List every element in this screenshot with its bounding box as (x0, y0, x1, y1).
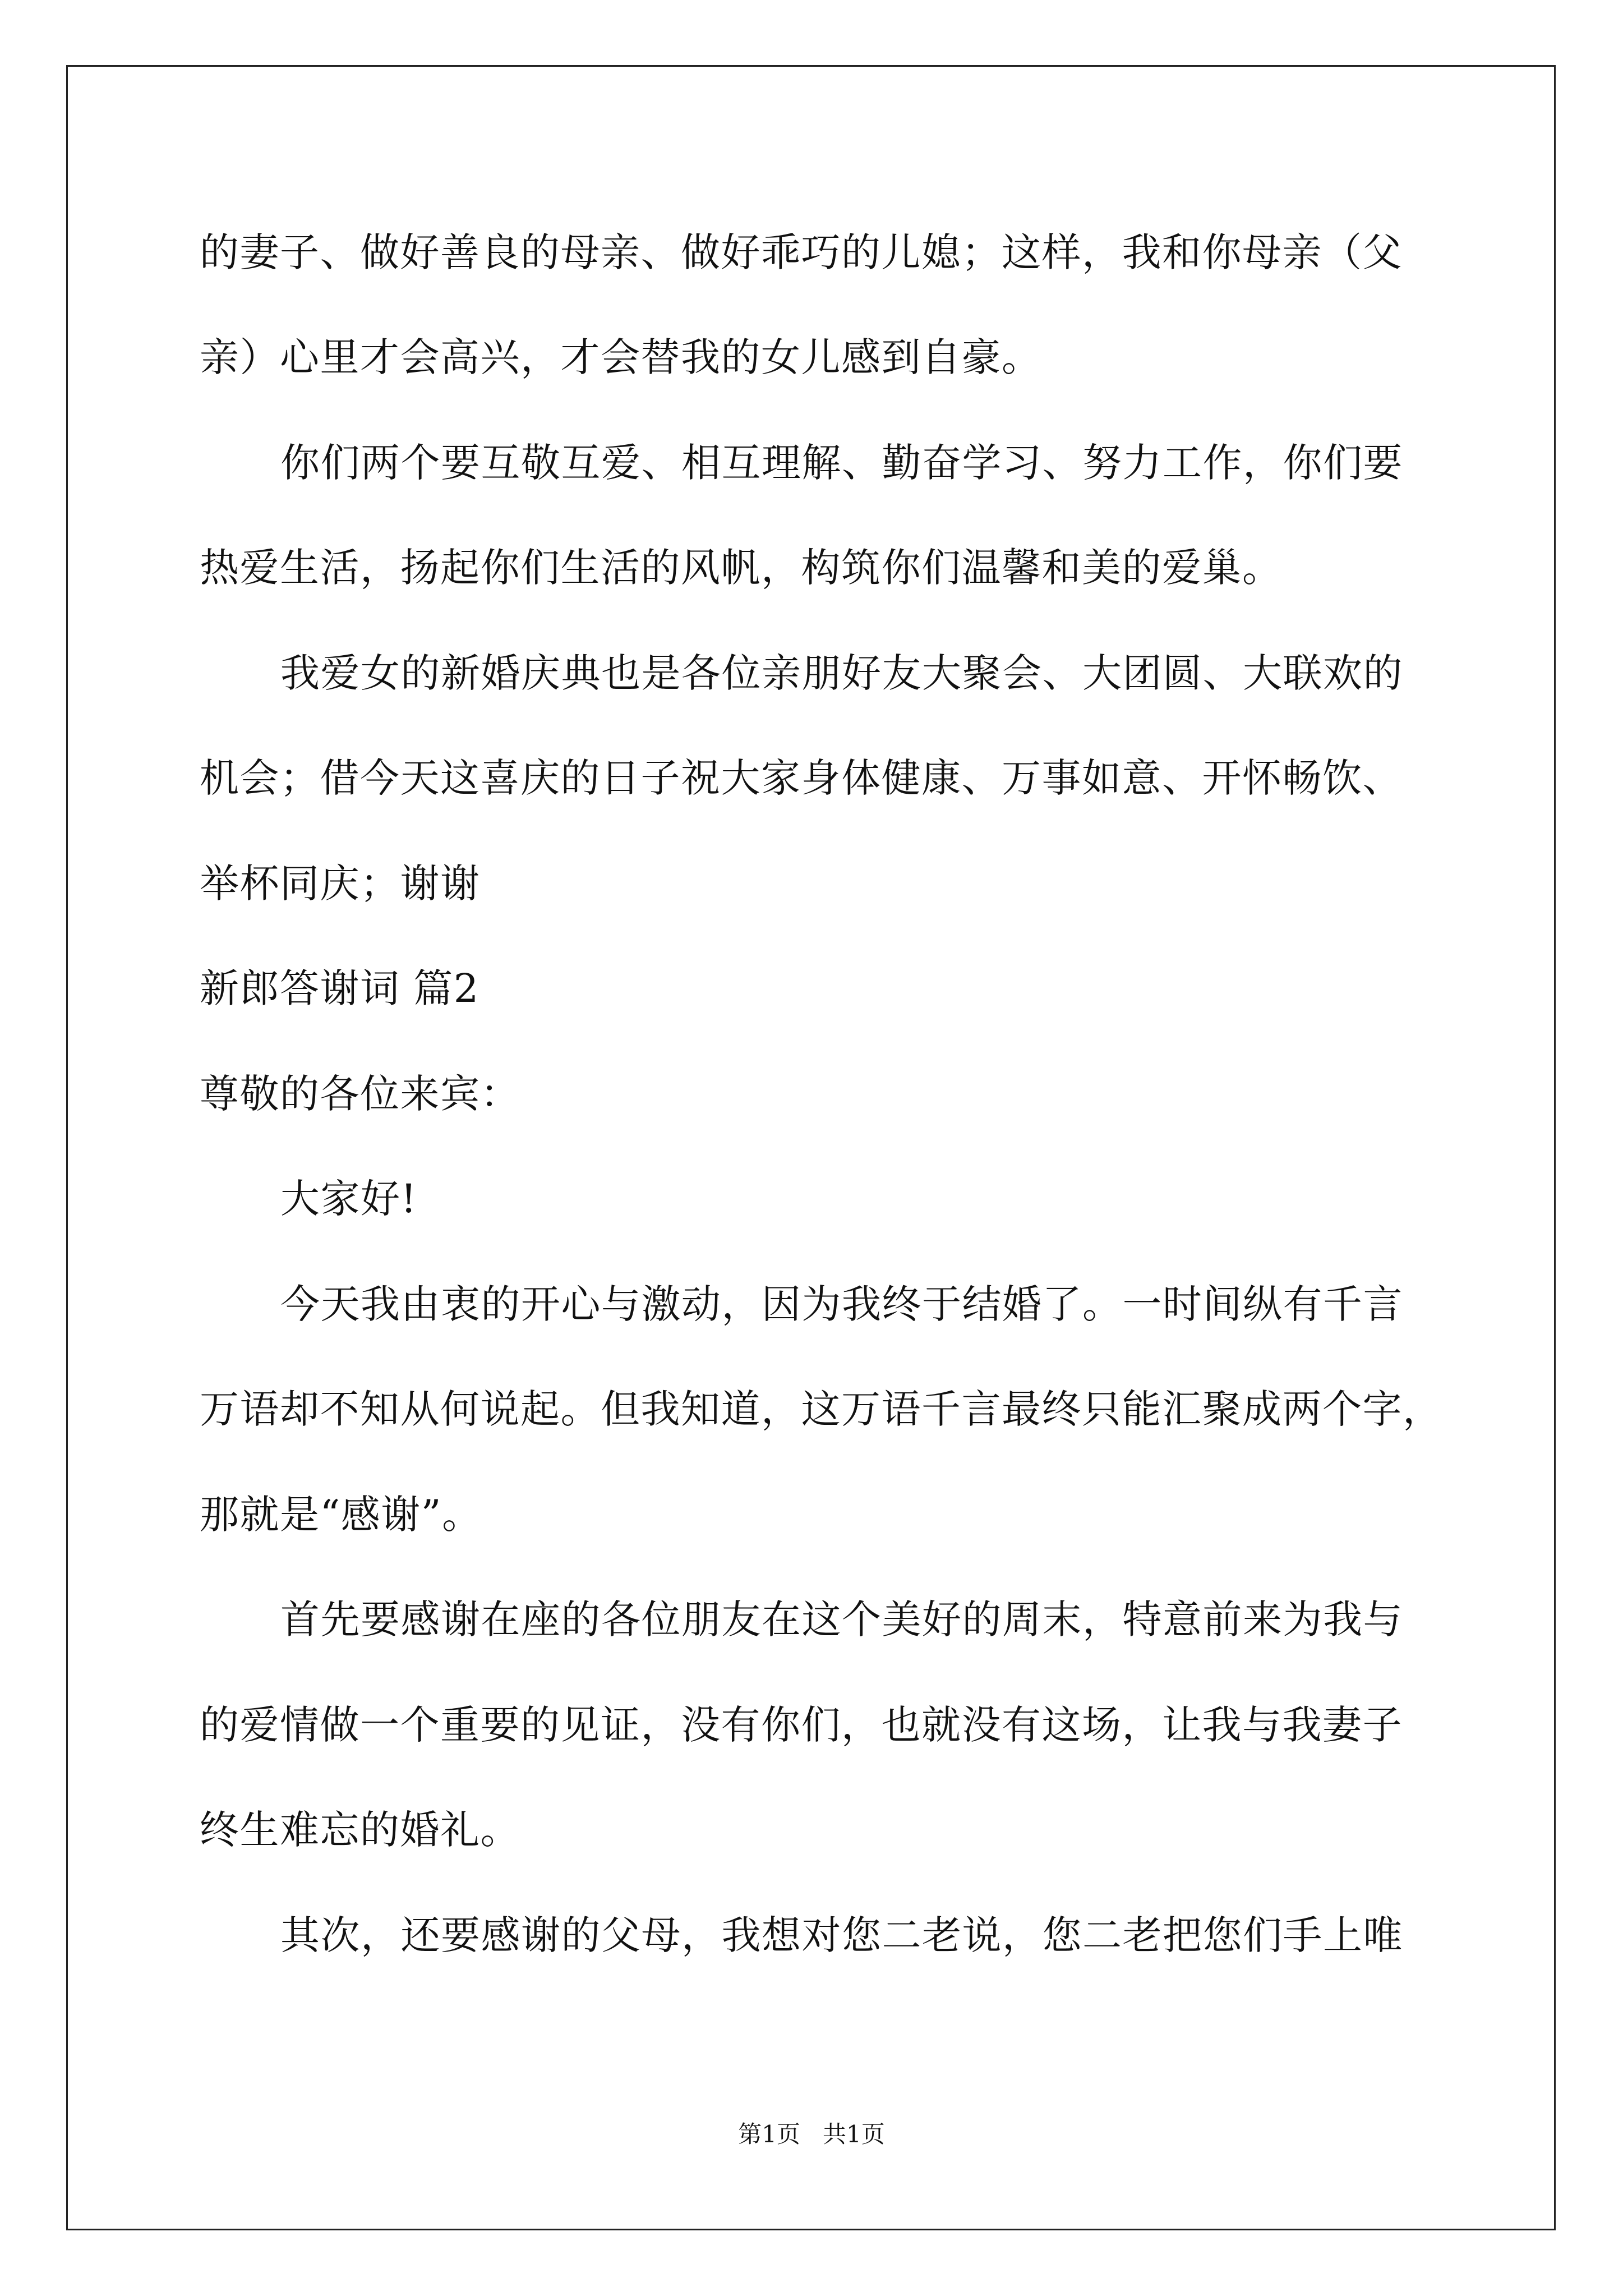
greeting: 大家好! (280, 1176, 418, 1222)
text-line-1: 的妻子、做好善良的母亲、做好乖巧的儿媳；这样，我和你母亲（父 (200, 229, 1403, 275)
text-line-13: 那就是“感谢”。 (200, 1492, 482, 1538)
text-line-7: 举杯同庆；谢谢 (200, 861, 481, 907)
text-line-17: 其次，还要感谢的父母，我想对您二老说，您二老把您们手上唯 (280, 1912, 1403, 1958)
page-border (66, 65, 1556, 2230)
section-heading: 新郎答谢词 篇2 (200, 965, 479, 1011)
text-line-2: 亲）心里才会高兴，才会替我的女儿感到自豪。 (200, 334, 1042, 380)
text-line-16: 终生难忘的婚礼。 (200, 1807, 520, 1853)
text-line-5: 我爱女的新婚庆典也是各位亲朋好友大聚会、大团圆、大联欢的 (280, 650, 1403, 696)
text-line-4: 热爱生活，扬起你们生活的风帆，构筑你们温馨和美的爱巢。 (200, 545, 1283, 591)
text-line-3: 你们两个要互敬互爱、相互理解、勤奋学习、努力工作，你们要 (280, 440, 1403, 486)
text-line-11: 今天我由衷的开心与激动，因为我终于结婚了。一时间纵有千言 (280, 1281, 1403, 1327)
text-line-6: 机会；借今天这喜庆的日子祝大家身体健康、万事如意、开怀畅饮、 (200, 755, 1403, 801)
text-line-14: 首先要感谢在座的各位朋友在这个美好的周末，特意前来为我与 (280, 1596, 1403, 1642)
text-line-12: 万语却不知从何说起。但我知道，这万语千言最终只能汇聚成两个字， (200, 1386, 1443, 1432)
page-footer (0, 2120, 1623, 2148)
page-number: 第1页 (738, 2120, 800, 2148)
page-total: 共1页 (823, 2120, 885, 2148)
salutation: 尊敬的各位来宾： (200, 1071, 520, 1117)
text-line-15: 的爱情做一个重要的见证，没有你们，也就没有这场，让我与我妻子 (200, 1702, 1403, 1748)
